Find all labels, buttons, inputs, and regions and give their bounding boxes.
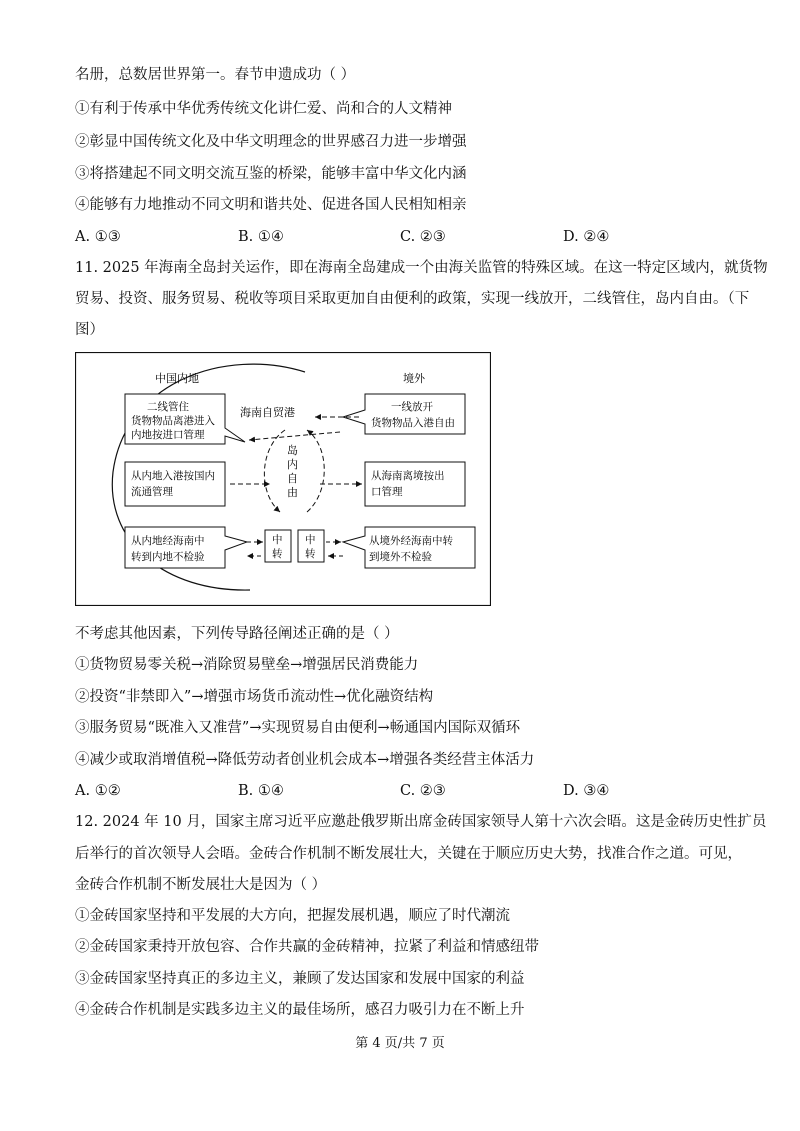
q10-option-d[interactable]: D. ②④ <box>563 229 610 245</box>
left-box-1-line-1: 二线管住 <box>147 401 189 413</box>
label-abroad: 境外 <box>403 372 425 385</box>
label-hainan-port: 海南自贸港 <box>240 406 295 419</box>
island-free-char-3: 自 <box>287 472 298 485</box>
q12-statement-1: ①金砖国家坚持和平发展的大方向，把握发展机遇，顺应了时代潮流 <box>75 908 510 924</box>
right-box-1-line-1: 一线放开 <box>391 401 433 413</box>
q11-stem-line-3: 图） <box>75 322 104 338</box>
q11-stem-line-1: 11. 2025 年海南全岛封关运作，即在海南全岛建成一个由海关监管的特殊区域。在这一特定区域内，就货物 <box>75 260 768 276</box>
q11-option-a[interactable]: A. ①② <box>75 783 121 799</box>
left-box-3-line-2: 转到内地不检验 <box>131 551 205 563</box>
island-free-char-4: 由 <box>287 486 298 499</box>
right-box-2-line-1: 从海南离境按出 <box>371 470 445 482</box>
transfer-right-char-2: 转 <box>305 548 316 560</box>
hainan-port-diagram <box>75 352 491 606</box>
q11-stem-line-2: 贸易、投资、服务贸易、税收等项目采取更加自由便利的政策，实现一线放开，二线管住，岛内自由。（下 <box>75 291 750 307</box>
left-box-2 <box>125 462 225 506</box>
q11-option-d[interactable]: D. ③④ <box>563 783 610 799</box>
q11-option-c[interactable]: C. ②③ <box>400 783 446 799</box>
transfer-right-char-1: 中 <box>305 534 316 546</box>
q11-statement-3: ③服务贸易“既准入又准营”→实现贸易自由便利→畅通国内国际双循环 <box>75 720 521 736</box>
island-free-char-2: 内 <box>287 458 298 471</box>
q12-stem-line-1: 12. 2024 年 10 月，国家主席习近平应邀赴俄罗斯出席金砖国家领导人第十六次会晤。这是金砖历史性扩员 <box>75 814 767 830</box>
q11-statement-1: ①货物贸易零关税→消除贸易壁垒→增强居民消费能力 <box>75 657 419 673</box>
q10-option-c[interactable]: C. ②③ <box>400 229 446 245</box>
q12-statement-3: ③金砖国家坚持真正的多边主义，兼顾了发达国家和发展中国家的利益 <box>75 971 525 987</box>
q11-statement-2: ②投资“非禁即入”→增强市场货币流动性→优化融资结构 <box>75 689 434 705</box>
q10-option-b[interactable]: B. ①④ <box>238 229 284 245</box>
q12-stem-line-2: 后举行的首次领导人会晤。金砖合作机制不断发展壮大，关键在于顺应历史大势，找准合作之道。可见， <box>75 846 742 862</box>
q10-stem: 名册，总数居世界第一。春节申遗成功（ ） <box>75 67 356 83</box>
left-box-3-line-1: 从内地经海南中 <box>131 535 205 547</box>
left-box-2-line-1: 从内地入港按国内 <box>131 470 215 482</box>
q11-question: 不考虑其他因素，下列传导路径阐述正确的是（ ） <box>75 626 399 642</box>
q10-statement-2: ②彰显中国传统文化及中华文明理念的世界感召力进一步增强 <box>75 134 467 150</box>
left-box-2-line-2: 流通管理 <box>131 486 173 498</box>
transfer-left-char-2: 转 <box>272 548 283 560</box>
q12-stem-line-3: 金砖合作机制不断发展壮大是因为（ ） <box>75 877 327 893</box>
left-box-1-line-3: 内地按进口管理 <box>131 429 205 441</box>
transfer-box-right <box>298 530 324 562</box>
page-footer: 第 4 页/共 7 页 <box>355 1036 445 1051</box>
left-box-1-line-2: 货物物品离港进入 <box>131 415 215 427</box>
label-mainland: 中国内地 <box>155 372 199 385</box>
right-box-3-line-2: 到境外不检验 <box>369 551 432 563</box>
transfer-left-char-1: 中 <box>272 534 283 546</box>
transfer-box-left <box>265 530 291 562</box>
q11-statement-4: ④减少或取消增值税→降低劳动者创业机会成本→增强各类经营主体活力 <box>75 752 535 768</box>
q10-statement-4: ④能够有力地推动不同文明和谐共处、促进各国人民相知相亲 <box>75 197 467 213</box>
island-free-char-1: 岛 <box>287 444 298 457</box>
right-box-2 <box>365 462 465 506</box>
q11-option-b[interactable]: B. ①④ <box>238 783 284 799</box>
right-box-1-line-2: 货物物品入港自由 <box>371 417 455 429</box>
q10-statement-1: ①有利于传承中华优秀传统文化讲仁爱、尚和合的人文精神 <box>75 101 452 117</box>
right-box-3-line-1: 从境外经海南中转 <box>369 535 453 547</box>
right-box-2-line-2: 口管理 <box>371 486 403 498</box>
q12-statement-4: ④金砖合作机制是实践多边主义的最佳场所，感召力吸引力在不断上升 <box>75 1002 525 1018</box>
q10-option-a[interactable]: A. ①③ <box>75 229 121 245</box>
q12-statement-2: ②金砖国家秉持开放包容、合作共赢的金砖精神，拉紧了利益和情感纽带 <box>75 939 539 955</box>
q10-statement-3: ③将搭建起不同文明交流互鉴的桥梁，能够丰富中华文化内涵 <box>75 166 467 182</box>
